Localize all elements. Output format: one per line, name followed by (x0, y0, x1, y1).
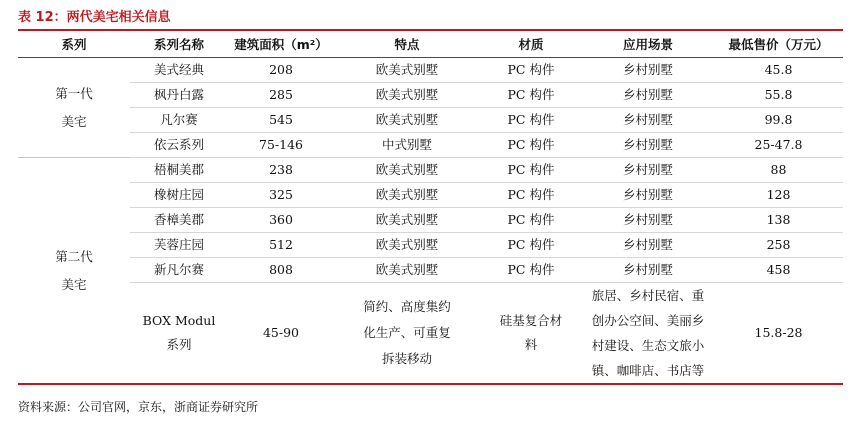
cell-scene: 乡村别墅 (582, 158, 714, 183)
cell-name: 枫丹白露 (130, 83, 228, 108)
table-row (18, 83, 843, 108)
series-gen1 (18, 58, 130, 158)
cell-feature: 中式别墅 (334, 133, 480, 158)
cell-material: PC 构件 (480, 233, 582, 258)
header-series: 系列 (18, 31, 130, 58)
cell-area: 285 (228, 83, 334, 108)
cell-material: PC 构件 (480, 258, 582, 283)
cell-name: 新凡尔赛 (130, 258, 228, 283)
table-row (18, 233, 843, 258)
box-feature-line1: 简约、高度集约 (363, 299, 451, 314)
table-row (18, 183, 843, 208)
table-title: 表 12：两代美宅相关信息 (18, 10, 171, 25)
box-material-line1: 硅基复合材 (499, 313, 563, 328)
cell-area: 360 (228, 208, 334, 233)
series-gen2 (18, 158, 130, 385)
header-material: 材质 (480, 31, 582, 58)
table-row (18, 108, 843, 133)
box-material-line2: 料 (524, 337, 538, 352)
box-scene-line3: 村建设、生态文旅小 (591, 338, 705, 353)
table-row (18, 58, 843, 83)
cell-area: 808 (228, 258, 334, 283)
cell-feature: 欧美式别墅 (334, 83, 480, 108)
cell-material: PC 构件 (480, 108, 582, 133)
cell-feature: 欧美式别墅 (334, 183, 480, 208)
cell-price: 25-47.8 (714, 133, 843, 158)
header-price: 最低售价（万元） (714, 31, 843, 58)
cell-name: 橡树庄园 (130, 183, 228, 208)
cell-feature: 欧美式别墅 (334, 258, 480, 283)
series-gen1-line1: 第一代 (55, 85, 93, 101)
cell-material: PC 构件 (480, 83, 582, 108)
cell-material: PC 构件 (480, 133, 582, 158)
table-row (18, 158, 843, 183)
box-feature-line3: 拆装移动 (381, 351, 432, 366)
cell-scene: 乡村别墅 (582, 183, 714, 208)
cell-price: 45.8 (714, 58, 843, 83)
cell-name: 梧桐美郡 (130, 158, 228, 183)
box-name-line1: BOX Modul (142, 313, 216, 328)
header-name: 系列名称 (130, 31, 228, 58)
cell-box-material (480, 283, 582, 385)
cell-area: 545 (228, 108, 334, 133)
table-row (18, 208, 843, 233)
box-feature-line2: 化生产、可重复 (363, 325, 451, 340)
cell-area: 208 (228, 58, 334, 83)
cell-price: 128 (714, 183, 843, 208)
cell-scene: 乡村别墅 (582, 133, 714, 158)
cell-price: 458 (714, 258, 843, 283)
source-note: 资料来源：公司官网，京东，浙商证券研究所 (18, 400, 259, 414)
box-scene-line4: 镇、咖啡店、书店等 (591, 363, 705, 378)
cell-box-area: 45-90 (228, 283, 334, 385)
cell-price: 88 (714, 158, 843, 183)
table-row (18, 133, 843, 158)
cell-box-name (130, 283, 228, 385)
cell-price: 138 (714, 208, 843, 233)
cell-material: PC 构件 (480, 58, 582, 83)
cell-box-feature (334, 283, 480, 385)
cell-price: 258 (714, 233, 843, 258)
box-scene-line2: 创办公空间、美丽乡 (591, 313, 705, 328)
table-row (18, 258, 843, 283)
box-scene-line1: 旅居、乡村民宿、重 (591, 288, 705, 303)
cell-feature: 欧美式别墅 (334, 108, 480, 133)
header-row (18, 31, 843, 58)
cell-name: 依云系列 (130, 133, 228, 158)
header-scene: 应用场景 (582, 31, 714, 58)
cell-material: PC 构件 (480, 183, 582, 208)
product-table (18, 31, 843, 385)
cell-scene: 乡村别墅 (582, 208, 714, 233)
cell-name: 美式经典 (130, 58, 228, 83)
cell-feature: 欧美式别墅 (334, 233, 480, 258)
series-gen2-line2: 美宅 (61, 276, 87, 292)
cell-feature: 欧美式别墅 (334, 158, 480, 183)
cell-feature: 欧美式别墅 (334, 208, 480, 233)
cell-name: 凡尔赛 (130, 108, 228, 133)
cell-name: 香樟美郡 (130, 208, 228, 233)
cell-material: PC 构件 (480, 208, 582, 233)
cell-scene: 乡村别墅 (582, 233, 714, 258)
cell-scene: 乡村别墅 (582, 83, 714, 108)
cell-area: 512 (228, 233, 334, 258)
cell-scene: 乡村别墅 (582, 58, 714, 83)
cell-price: 99.8 (714, 108, 843, 133)
cell-scene: 乡村别墅 (582, 258, 714, 283)
header-feature: 特点 (334, 31, 480, 58)
table-row-box (18, 283, 843, 385)
cell-area: 325 (228, 183, 334, 208)
cell-name: 芙蓉庄园 (130, 233, 228, 258)
header-area: 建筑面积（m²） (228, 31, 334, 58)
cell-feature: 欧美式别墅 (334, 58, 480, 83)
cell-material: PC 构件 (480, 158, 582, 183)
cell-box-scene (582, 283, 714, 385)
series-gen2-line1: 第二代 (55, 248, 93, 264)
cell-scene: 乡村别墅 (582, 108, 714, 133)
cell-area: 238 (228, 158, 334, 183)
cell-price: 55.8 (714, 83, 843, 108)
series-gen1-line2: 美宅 (61, 113, 87, 129)
cell-box-price: 15.8-28 (714, 283, 843, 385)
box-name-line2: 系列 (166, 337, 192, 352)
cell-area: 75-146 (228, 133, 334, 158)
